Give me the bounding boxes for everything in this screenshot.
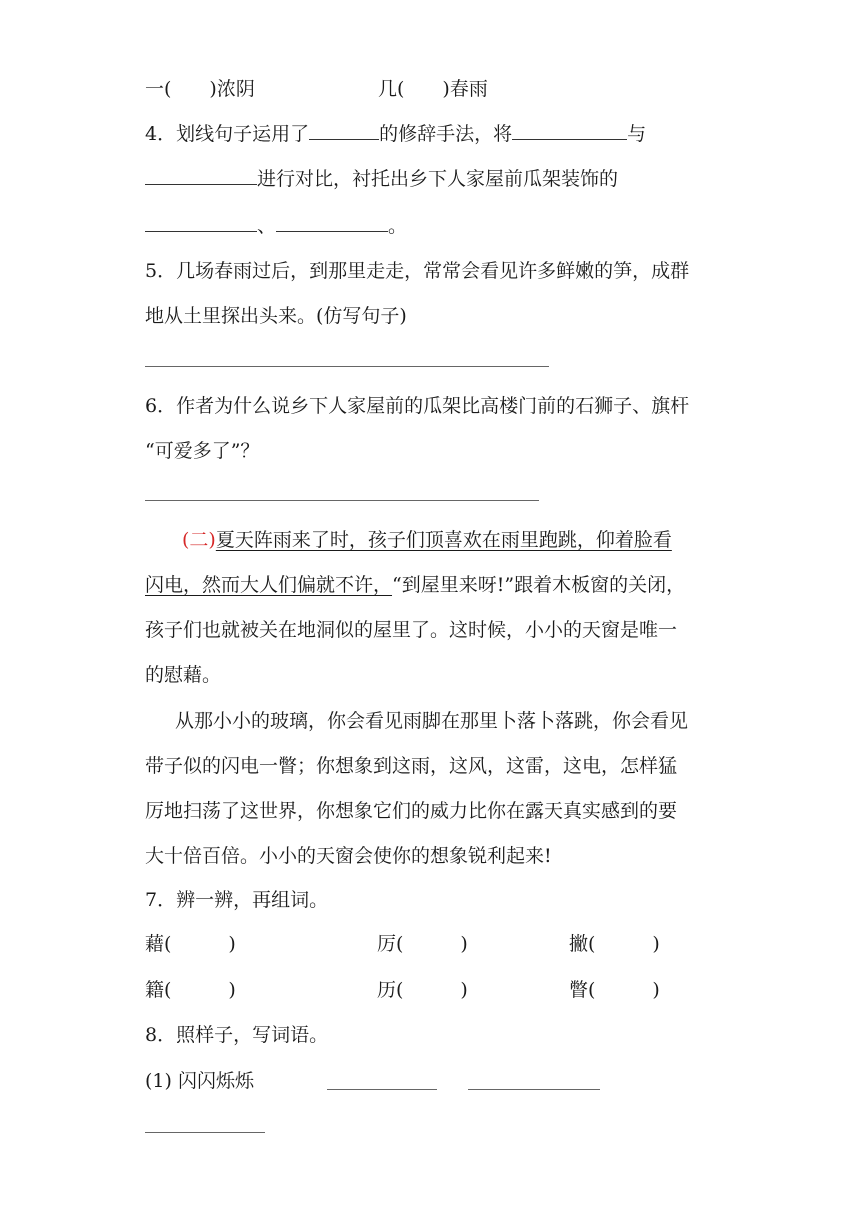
question-6-line1: 6．作者为什么说乡下人家屋前的瓜架比高楼门前的石狮子、旗杆 bbox=[145, 395, 690, 417]
q7-r2-c2: 历( ) bbox=[377, 979, 468, 1001]
fill-ji-chunyu: 几( )春雨 bbox=[378, 78, 488, 100]
q4-text-line2: 进行对比，衬托出乡下人家屋前瓜架装饰的 bbox=[257, 168, 619, 190]
question-5-line1: 5．几场春雨过后，到那里走走，常常会看见许多鲜嫩的笋，成群 bbox=[145, 260, 690, 282]
q8-answer-blank-3[interactable] bbox=[145, 1132, 265, 1133]
passage2-label: (二) bbox=[182, 529, 216, 551]
passage2-underlined-1: 夏天阵雨来了时，孩子们顶喜欢在雨里跑跳，仰着脸看 bbox=[215, 529, 672, 551]
q7-r2-c1: 籍( ) bbox=[145, 979, 236, 1001]
q4-sep: 、 bbox=[257, 215, 277, 237]
fill-yi-nongyin: 一( )浓阴 bbox=[145, 78, 255, 100]
q8-answer-blank-1[interactable] bbox=[327, 1089, 437, 1090]
passage2-line2-rest: “到屋里来呀!”跟着木板窗的关闭， bbox=[392, 574, 686, 596]
question-4-line3 bbox=[145, 212, 407, 240]
question-8-title: 8．照样子，写词语。 bbox=[145, 1024, 329, 1046]
question-6-line2: “可爱多了”？ bbox=[145, 440, 260, 462]
passage2-line2 bbox=[145, 571, 685, 599]
passage2-line1 bbox=[182, 526, 672, 554]
question-5-line2: 地从土里探出头来。(仿写句子) bbox=[145, 305, 407, 327]
q7-r2-c3: 瞥( ) bbox=[569, 979, 660, 1001]
passage2-p2-line2: 带子似的闪电一瞥；你想象到这雨，这风，这雷，这电，怎样猛 bbox=[145, 755, 678, 777]
q5-answer-line[interactable] bbox=[145, 366, 549, 367]
q4-text-a: 4．划线句子运用了 bbox=[145, 123, 310, 145]
question-7-title: 7．辨一辨，再组词。 bbox=[145, 889, 329, 911]
passage2-p2-line3: 厉地扫荡了这世界，你想象它们的威力比你在露天真实感到的要 bbox=[145, 800, 678, 822]
q7-r1-c3: 撇( ) bbox=[569, 933, 660, 955]
q4-blank-5[interactable] bbox=[276, 213, 388, 232]
q4-blank-1[interactable] bbox=[309, 121, 379, 140]
q4-blank-3[interactable] bbox=[145, 166, 257, 185]
q4-blank-2[interactable] bbox=[512, 121, 627, 140]
q7-r1-c2: 厉( ) bbox=[377, 933, 468, 955]
passage2-p2-line4: 大十倍百倍。小小的天窗会使你的想象锐利起来! bbox=[145, 845, 552, 867]
q4-blank-4[interactable] bbox=[145, 213, 257, 232]
q8-answer-blank-2[interactable] bbox=[468, 1089, 600, 1090]
q4-text-c: 与 bbox=[627, 123, 647, 145]
passage2-underlined-2: 闪电，然而大人们偏就不许， bbox=[145, 574, 393, 596]
passage2-line3: 孩子们也就被关在地洞似的屋里了。这时候，小小的天窗是唯一 bbox=[145, 619, 678, 641]
question-4-line1 bbox=[145, 120, 646, 148]
passage2-line4: 的慰藉。 bbox=[145, 664, 222, 686]
passage2-p2-line1: 从那小小的玻璃，你会看见雨脚在那里卜落卜落跳，你会看见 bbox=[175, 710, 689, 732]
q8-example: (1) 闪闪烁烁 bbox=[145, 1070, 254, 1092]
q6-answer-line[interactable] bbox=[145, 500, 539, 501]
q4-text-b: 的修辞手法，将 bbox=[379, 123, 513, 145]
q4-end: 。 bbox=[388, 215, 408, 237]
q7-r1-c1: 藉( ) bbox=[145, 933, 236, 955]
question-4-line2 bbox=[145, 165, 618, 193]
